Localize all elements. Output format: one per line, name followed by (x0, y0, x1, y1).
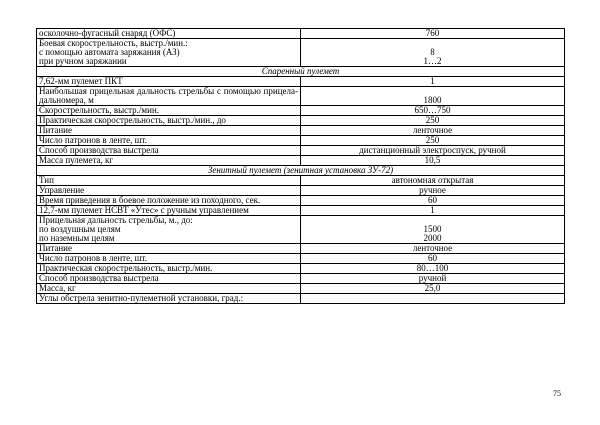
table-row (37, 156, 565, 166)
table-row (37, 39, 565, 67)
parameter-cell: 7,62-мм пулемет ПКТ (37, 77, 301, 87)
page-number: 75 (553, 389, 561, 398)
table-row (37, 274, 565, 284)
parameter-cell: Управление (37, 186, 301, 196)
parameter-cell: Число патронов в ленте, шт. (37, 254, 301, 264)
value-cell: дистанционный электроспуск, ручной (301, 146, 565, 156)
parameter-cell: осколочно-фугасный снаряд (ОФС) (37, 29, 301, 39)
table-row (37, 244, 565, 254)
parameter-cell: Питание (37, 244, 301, 254)
table-row (37, 294, 565, 304)
table-row (37, 264, 565, 274)
parameter-cell: Число патронов в ленте, шт. (37, 136, 301, 146)
value-cell (301, 216, 565, 244)
value-cell: 60 (301, 254, 565, 264)
parameter-line: при ручном заряжании (39, 56, 127, 66)
value-line: 2000 (423, 233, 442, 243)
value-cell: 10,5 (301, 156, 565, 166)
value-cell: ленточное (301, 126, 565, 136)
table-row (37, 216, 565, 244)
value-cell: 250 (301, 136, 565, 146)
value-cell: ленточное (301, 244, 565, 254)
value-line: 1…2 (423, 56, 442, 66)
value-cell: 25,0 (301, 284, 565, 294)
value-cell: 1800 (301, 87, 565, 106)
value-cell: 1 (301, 206, 565, 216)
parameter-cell: Практическая скорострельность, выстр./мин., до (37, 116, 301, 126)
table-row (37, 87, 565, 106)
value-cell: 250 (301, 116, 565, 126)
value-cell: 650…750 (301, 106, 565, 116)
table-row (37, 136, 565, 146)
value-cell: ручное (301, 186, 565, 196)
parameter-line: по воздушным целям (39, 224, 121, 234)
value-cell: 80…100 (301, 264, 565, 274)
parameter-cell: Скорострельность, выстр./мин. (37, 106, 301, 116)
parameter-cell: Способ производства выстрела (37, 274, 301, 284)
parameter-cell: 12,7-мм пулемет НСВТ «Утес» с ручным управлением (37, 206, 301, 216)
value-cell (301, 294, 565, 304)
value-cell: ручной (301, 274, 565, 284)
parameter-cell: Тип (37, 176, 301, 186)
parameter-cell: Масса пулемета, кг (37, 156, 301, 166)
table-row (37, 126, 565, 136)
parameter-line: Боевая скорострельность, выстр./мин.: (39, 38, 188, 48)
parameter-cell: Питание (37, 126, 301, 136)
parameter-line: с помощью автомата заряжания (АЗ) (39, 47, 180, 57)
table-row (37, 196, 565, 206)
value-line: 8 (430, 47, 435, 57)
parameter-cell (37, 39, 301, 67)
value-cell: 1 (301, 77, 565, 87)
section-title: Зенитный пулемет (зенитная установка ЗУ-72) (37, 166, 565, 176)
value-line: 1500 (423, 224, 442, 234)
section-header-row (37, 166, 565, 176)
parameter-line: по наземным целям (39, 233, 115, 243)
table-row (37, 254, 565, 264)
table-row (37, 77, 565, 87)
specifications-table (36, 28, 565, 304)
parameter-cell: Углы обстрела зенитно-пулеметной установки, град.: (37, 294, 301, 304)
table-row (37, 146, 565, 156)
parameter-cell: Наибольшая прицельная дальность стрельбы с помощью прицела-дальномера, м (37, 87, 301, 106)
table-row (37, 284, 565, 294)
table-row (37, 116, 565, 126)
table-row (37, 106, 565, 116)
section-title: Спаренный пулемет (37, 67, 565, 77)
parameter-cell (37, 216, 301, 244)
table-row (37, 186, 565, 196)
parameter-cell: Способ производства выстрела (37, 146, 301, 156)
parameter-cell: Масса, кг (37, 284, 301, 294)
parameter-cell: Время приведения в боевое положение из походного, сек. (37, 196, 301, 206)
value-cell: 60 (301, 196, 565, 206)
table-row (37, 29, 565, 39)
section-header-row (37, 67, 565, 77)
value-cell: автономная открытая (301, 176, 565, 186)
table-row (37, 176, 565, 186)
parameter-line: Прицельная дальность стрельбы, м., до: (39, 215, 193, 225)
value-cell (301, 39, 565, 67)
table-row (37, 206, 565, 216)
parameter-cell: Практическая скорострельность, выстр./мин. (37, 264, 301, 274)
value-cell: 760 (301, 29, 565, 39)
